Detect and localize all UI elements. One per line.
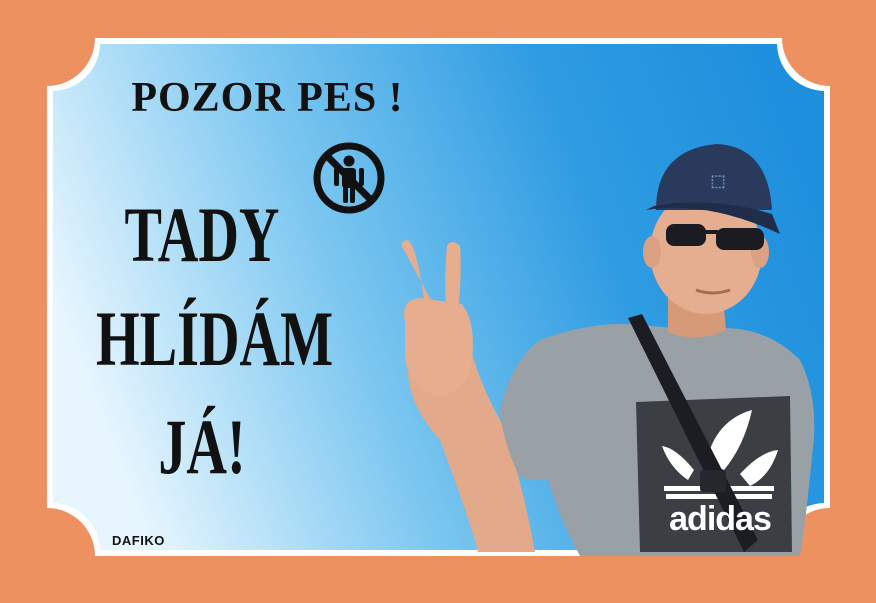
shirt-logo-text: adidas [669, 500, 771, 538]
sign-line-3: JÁ! [158, 403, 246, 490]
cap-logo-icon: ⬚ [710, 173, 726, 190]
peace-sign-hand [402, 240, 473, 396]
strap-buckle [700, 470, 726, 492]
sign-heading: POZOR PES ! [131, 75, 404, 121]
brand-label: DAFIKO [112, 533, 165, 548]
sign-line-1: TADY [124, 191, 280, 278]
no-entry-person-icon [312, 141, 386, 215]
left-ear [643, 236, 661, 268]
sign-line-2: HLÍDÁM [95, 295, 334, 382]
